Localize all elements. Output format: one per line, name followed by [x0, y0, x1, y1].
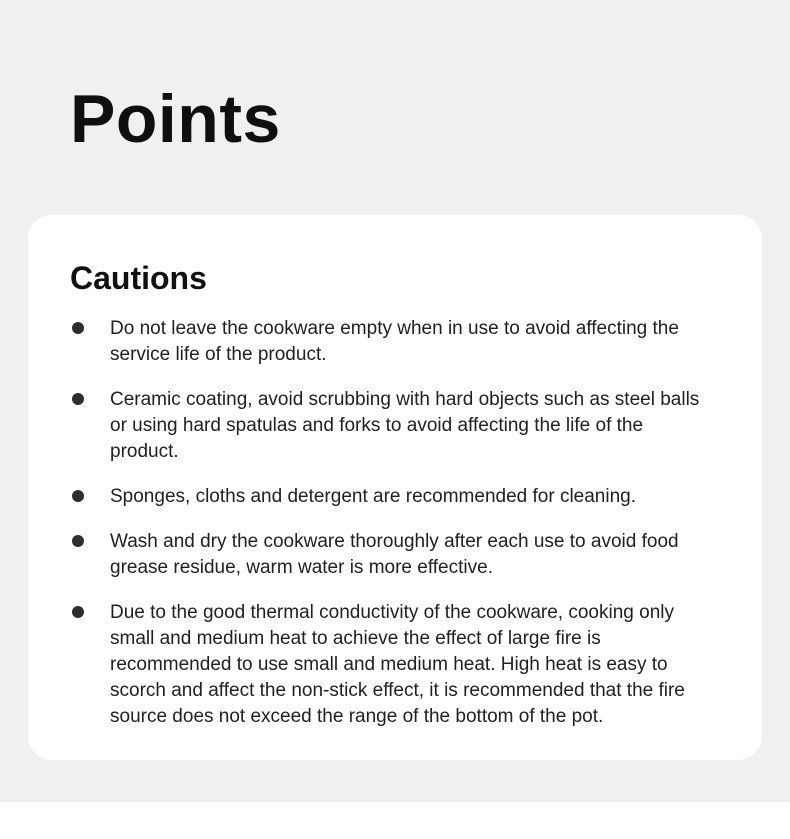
bullet-icon: [72, 322, 84, 334]
list-item-text: Due to the good thermal conductivity of the cookware, cooking only small and medium heat to achieve the effect of large fire is recommended to use small and medium heat. High heat is easy to scorch and affect the non-stick effect, it is recommended that the fire source does not exceed the range of the bottom of the pot.: [110, 602, 685, 728]
list-item-text: Ceramic coating, avoid scrubbing with hard objects such as steel balls or using hard spatulas and forks to avoid affecting the life of the product.: [110, 389, 700, 463]
list-item-text: Wash and dry the cookware thoroughly after each use to avoid food grease residue, warm water is more effective.: [110, 531, 679, 579]
bullet-icon: [72, 393, 84, 405]
bullet-icon: [72, 606, 84, 618]
cautions-list: [70, 316, 720, 730]
bullet-icon: [72, 535, 84, 547]
list-item: [70, 484, 720, 510]
list-item: [70, 529, 720, 581]
cautions-card: [28, 215, 762, 760]
page-title: Points: [70, 81, 281, 157]
list-item-text: Do not leave the cookware empty when in use to avoid affecting the service life of the product.: [110, 318, 679, 366]
list-item-text: Sponges, cloths and detergent are recommended for cleaning.: [110, 486, 636, 508]
list-item: [70, 316, 720, 368]
list-item: [70, 600, 720, 730]
card-heading: Cautions: [70, 260, 207, 296]
list-item: [70, 387, 720, 465]
bottom-strip: [0, 802, 790, 839]
bullet-icon: [72, 490, 84, 502]
